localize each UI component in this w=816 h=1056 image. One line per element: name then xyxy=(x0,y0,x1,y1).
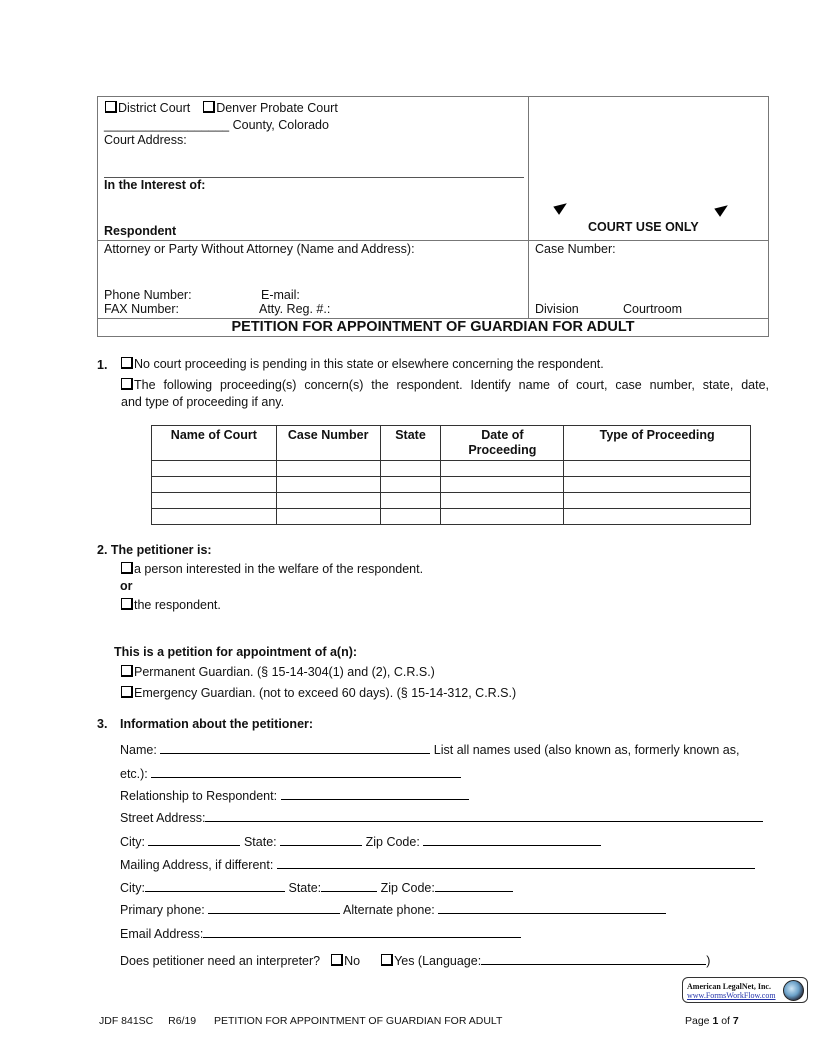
table-cell[interactable] xyxy=(564,477,751,493)
county-field[interactable]: __________________ County, Colorado xyxy=(104,118,329,132)
mailing-address-field[interactable] xyxy=(277,856,755,869)
city-state-zip-row: City: State: Zip Code: xyxy=(120,833,601,850)
checkbox-icon xyxy=(121,598,133,610)
section-1-number: 1. xyxy=(97,358,108,372)
phone-number-label: Phone Number: xyxy=(104,288,192,302)
table-cell[interactable] xyxy=(152,493,277,509)
table-cell[interactable] xyxy=(441,493,564,509)
checkbox-icon xyxy=(121,562,133,574)
caption-divider-vertical xyxy=(528,96,529,318)
street-address-row: Street Address: xyxy=(120,809,763,826)
table-cell[interactable] xyxy=(152,461,277,477)
interpreter-yes-checkbox[interactable]: Yes (Language: xyxy=(381,954,481,968)
interpreter-no-checkbox[interactable]: No xyxy=(331,954,360,968)
table-cell[interactable] xyxy=(380,509,441,525)
table-cell[interactable] xyxy=(380,461,441,477)
logo-company: American LegalNet, Inc. xyxy=(687,982,771,991)
checkbox-icon xyxy=(381,954,393,966)
col-header-name-of-court: Name of Court xyxy=(152,426,277,461)
checkbox-icon xyxy=(203,101,215,113)
form-revision: R6/19 xyxy=(168,1015,197,1027)
table-cell[interactable] xyxy=(152,509,277,525)
table-row xyxy=(152,493,751,509)
street-address-field[interactable] xyxy=(205,809,763,822)
table-cell[interactable] xyxy=(564,493,751,509)
table-cell[interactable] xyxy=(380,477,441,493)
table-row xyxy=(152,461,751,477)
court-use-only-label: COURT USE ONLY xyxy=(588,220,699,234)
table-cell[interactable] xyxy=(152,477,277,493)
proceedings-table xyxy=(151,425,751,525)
table-cell[interactable] xyxy=(564,509,751,525)
alternate-phone-field[interactable] xyxy=(438,901,666,914)
logo-link[interactable]: www.FormsWorkFlow.com xyxy=(687,991,776,1000)
checkbox-icon xyxy=(331,954,343,966)
col-header-type-of-proceeding: Type of Proceeding xyxy=(564,426,751,461)
email-label: E-mail: xyxy=(261,288,300,302)
relationship-field[interactable] xyxy=(281,787,469,800)
state-field[interactable] xyxy=(280,833,362,846)
section-2-heading: 2. The petitioner is: xyxy=(97,543,212,557)
in-interest-label: In the Interest of: xyxy=(104,178,206,192)
table-cell[interactable] xyxy=(276,461,380,477)
phone-row: Primary phone: Alternate phone: xyxy=(120,901,666,918)
aliases-row: etc.): xyxy=(120,765,461,782)
mailing-address-row: Mailing Address, if different: xyxy=(120,856,755,873)
col-header-date-of-proceeding: Date of Proceeding xyxy=(441,426,564,461)
interpreter-row: Does petitioner need an interpreter? No Yes (Language: ) xyxy=(120,954,711,968)
respondent-option[interactable]: the respondent. xyxy=(121,598,221,613)
page-indicator: Page 1 of 7 xyxy=(685,1015,739,1027)
relationship-row: Relationship to Respondent: xyxy=(120,787,469,804)
table-header-row xyxy=(152,426,751,461)
respondent-label: Respondent xyxy=(104,224,177,238)
aliases-field[interactable] xyxy=(151,765,461,778)
zip-field[interactable] xyxy=(423,833,601,846)
checkbox-icon xyxy=(121,378,133,390)
interested-person-option[interactable]: a person interested in the welfare of the respondent. xyxy=(121,562,423,577)
name-field[interactable] xyxy=(160,741,430,754)
city-field[interactable] xyxy=(148,833,240,846)
case-number-label: Case Number: xyxy=(535,242,616,256)
caption-divider-horizontal xyxy=(97,240,769,241)
email-field[interactable] xyxy=(203,925,521,938)
table-cell[interactable] xyxy=(276,493,380,509)
language-field[interactable] xyxy=(481,952,706,965)
following-proceeding-option[interactable]: The following proceeding(s) concern(s) the respondent. Identify name of court, case number, state, date, xyxy=(121,378,769,393)
american-legalnet-logo xyxy=(682,977,808,1003)
table-cell[interactable] xyxy=(441,477,564,493)
form-title: PETITION FOR APPOINTMENT OF GUARDIAN FOR ADULT xyxy=(231,319,635,335)
col-header-case-number: Case Number xyxy=(276,426,380,461)
mailing-city-state-zip-row: City: State: Zip Code: xyxy=(120,879,513,896)
following-proceeding-line2: and type of proceeding if any. xyxy=(121,395,285,409)
checkbox-icon xyxy=(121,357,133,369)
emergency-guardian-option[interactable]: Emergency Guardian. (not to exceed 60 days). (§ 15-14-312, C.R.S.) xyxy=(121,686,516,701)
or-label: or xyxy=(120,579,133,593)
col-header-state: State xyxy=(380,426,441,461)
attorney-label: Attorney or Party Without Attorney (Name and Address): xyxy=(104,242,415,256)
district-court-checkbox[interactable]: District Court xyxy=(105,101,190,115)
appointment-heading: This is a petition for appointment of a(n): xyxy=(114,645,358,659)
checkbox-icon xyxy=(121,665,133,677)
court-type-options xyxy=(105,101,338,116)
section-3-number: 3. xyxy=(97,717,108,731)
table-row xyxy=(152,477,751,493)
division-label: Division xyxy=(535,302,579,316)
primary-phone-field[interactable] xyxy=(208,901,340,914)
court-address-label: Court Address: xyxy=(104,133,187,147)
footer-title: PETITION FOR APPOINTMENT OF GUARDIAN FOR ADULT xyxy=(214,1015,503,1027)
mailing-state-field[interactable] xyxy=(321,879,377,892)
checkbox-icon xyxy=(121,686,133,698)
table-cell[interactable] xyxy=(380,493,441,509)
table-cell[interactable] xyxy=(276,477,380,493)
table-cell[interactable] xyxy=(564,461,751,477)
no-proceeding-option[interactable]: No court proceeding is pending in this state or elsewhere concerning the respondent. xyxy=(121,357,604,372)
mailing-city-field[interactable] xyxy=(145,879,285,892)
table-row xyxy=(152,509,751,525)
atty-reg-label: Atty. Reg. #.: xyxy=(259,302,331,316)
mailing-zip-field[interactable] xyxy=(435,879,513,892)
globe-icon xyxy=(783,980,804,1001)
footer-left xyxy=(99,1015,502,1027)
table-cell[interactable] xyxy=(441,461,564,477)
courtroom-label: Courtroom xyxy=(623,302,683,316)
permanent-guardian-option[interactable]: Permanent Guardian. (§ 15-14-304(1) and (2), C.R.S.) xyxy=(121,665,435,680)
form-id: JDF 841SC xyxy=(99,1015,154,1027)
checkbox-icon xyxy=(105,101,117,113)
denver-probate-court-checkbox[interactable]: Denver Probate Court xyxy=(203,101,338,115)
email-row: Email Address: xyxy=(120,925,521,942)
table-cell[interactable] xyxy=(276,509,380,525)
fax-number-label: FAX Number: xyxy=(104,302,180,316)
name-row: Name: List all names used (also known as, formerly known as, xyxy=(120,743,740,757)
table-cell[interactable] xyxy=(441,509,564,525)
section-3-heading: Information about the petitioner: xyxy=(120,717,314,731)
